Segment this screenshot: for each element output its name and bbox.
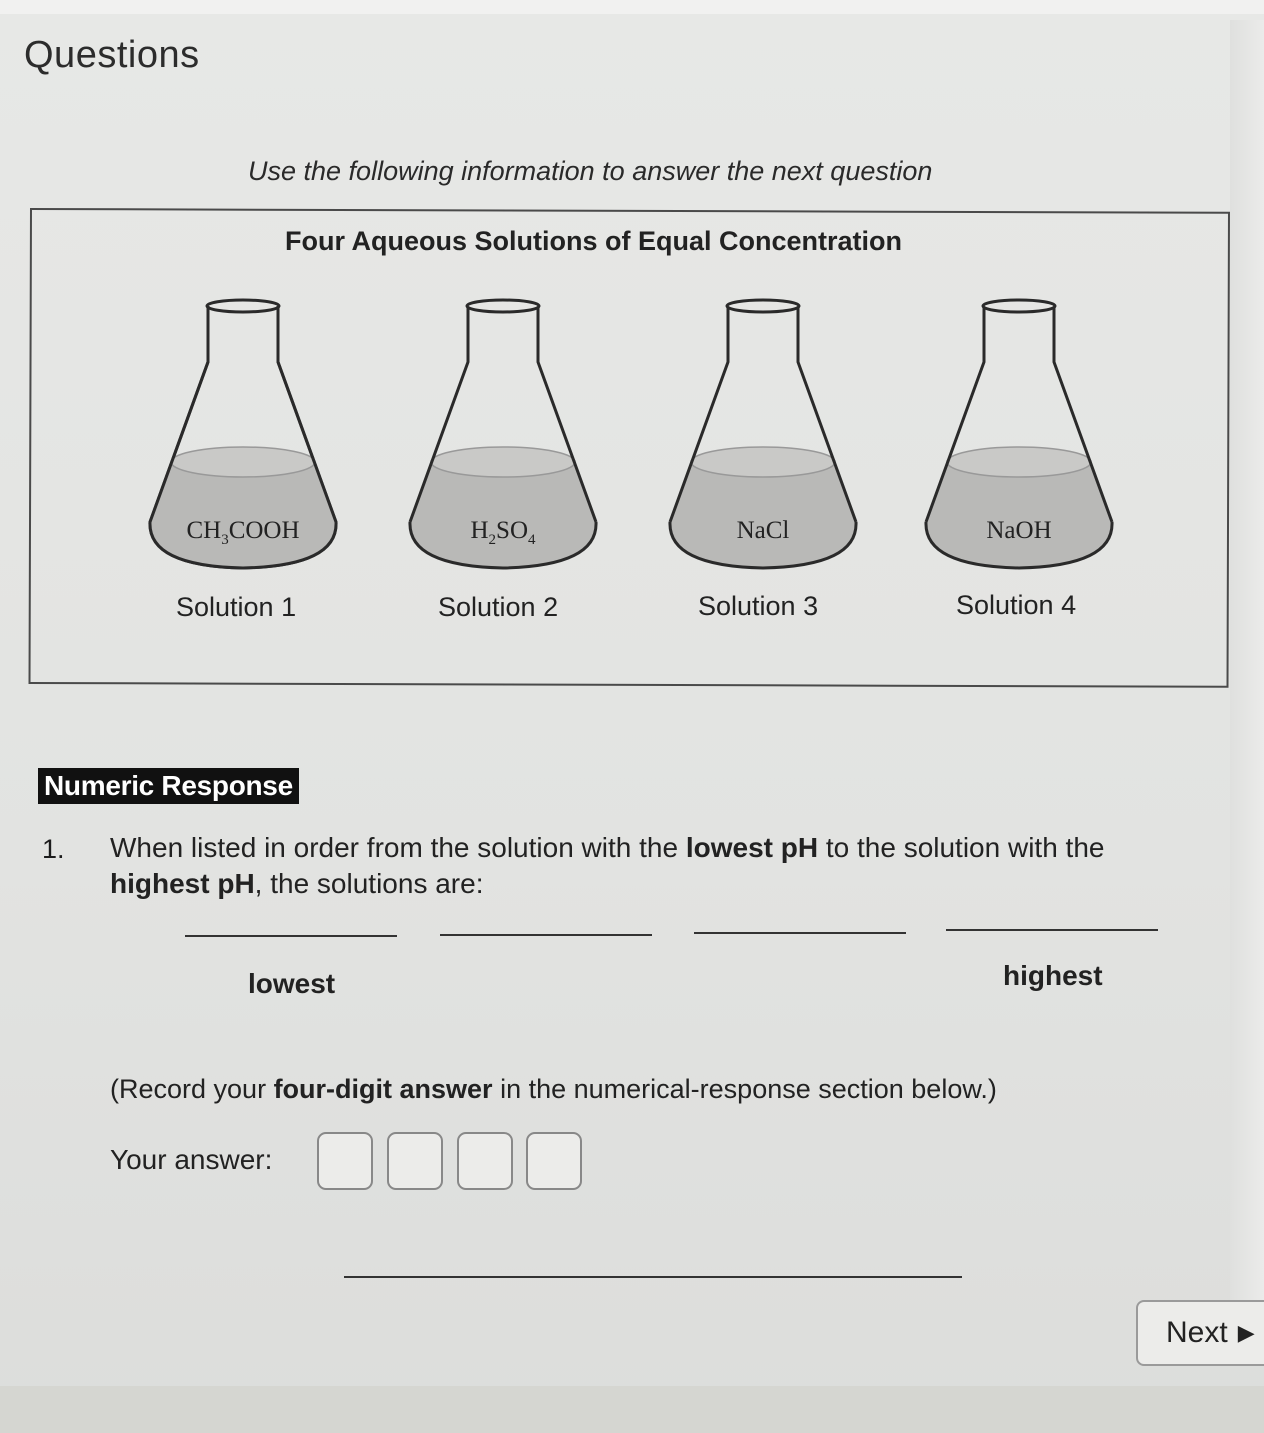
next-button[interactable] bbox=[1136, 1300, 1264, 1366]
solution-label-2: Solution 2 bbox=[438, 592, 559, 622]
answer-digit-1-input[interactable] bbox=[317, 1132, 373, 1190]
numeric-response-badge: Numeric Response bbox=[38, 768, 299, 804]
question-number: 1. bbox=[42, 834, 65, 864]
flask-formula: $CH_3COOH$ bbox=[186, 517, 300, 548]
bottom-edge bbox=[0, 1386, 1264, 1433]
answer-divider bbox=[344, 1276, 962, 1278]
lowest-label: lowest bbox=[248, 968, 336, 999]
intro-instruction: Use the following information to answer the next question bbox=[248, 156, 933, 186]
order-blank-4 bbox=[946, 929, 1158, 931]
solution-label-3: Solution 3 bbox=[698, 591, 819, 621]
flask-solution-4 bbox=[924, 296, 1114, 576]
flask-solution-2 bbox=[408, 296, 598, 576]
record-instruction: (Record your four-digit answer in the numerical-response section below.) bbox=[110, 1074, 997, 1104]
flask-formula: NaCl bbox=[736, 517, 790, 544]
next-button-label: Next bbox=[1166, 1316, 1228, 1349]
solution-label-1: Solution 1 bbox=[176, 592, 297, 622]
highest-label: highest bbox=[1003, 960, 1103, 991]
order-blank-3 bbox=[694, 932, 906, 934]
flask-solution-1 bbox=[148, 296, 338, 576]
order-blank-1 bbox=[185, 935, 397, 937]
order-blank-2 bbox=[440, 934, 652, 936]
flask-formula: $H_2SO_4$ bbox=[470, 517, 536, 548]
answer-digit-2-input[interactable] bbox=[387, 1132, 443, 1190]
answer-digit-4-input[interactable] bbox=[526, 1132, 582, 1190]
play-triangle-icon: ▶ bbox=[1237, 1320, 1255, 1345]
flask-formula: NaOH bbox=[986, 517, 1052, 544]
screen-edge bbox=[1230, 20, 1264, 1300]
your-answer-label: Your answer: bbox=[110, 1144, 273, 1175]
question-text: When listed in order from the solution with the lowest pH to the solution with the highest pH, the solutions are: bbox=[110, 832, 1105, 899]
page-title: Questions bbox=[24, 34, 200, 76]
answer-digit-3-input[interactable] bbox=[457, 1132, 513, 1190]
information-box-title: Four Aqueous Solutions of Equal Concentration bbox=[285, 226, 902, 256]
solution-label-4: Solution 4 bbox=[956, 590, 1077, 620]
flask-solution-3 bbox=[668, 296, 858, 576]
top-browser-strip bbox=[0, 0, 1264, 14]
